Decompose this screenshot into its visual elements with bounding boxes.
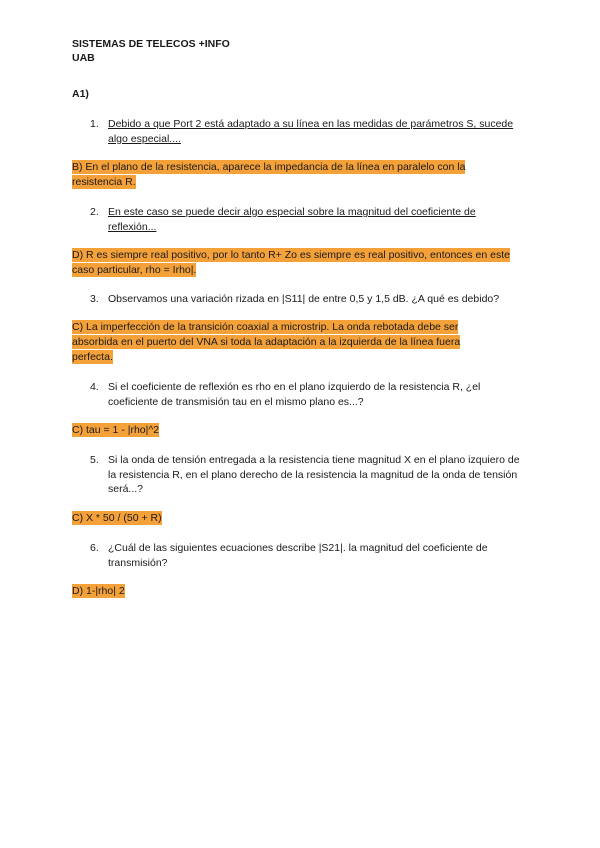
answer-1 [72,160,492,190]
answer-text: C) La imperfección de la transición coaxial a microstrip. La onda rebotada debe ser absorbida en el puerto del VNA si toda la adaptación a la izquierda de la línea fuera perfecta. [72,321,461,363]
question-text: Debido a que Port 2 está adaptado a su línea en las medidas de parámetros S, sucede algo especial.... [108,118,514,145]
answer-4 [72,423,159,438]
question-6 [90,541,520,570]
question-3 [90,292,520,307]
header-subtitle: UAB [72,52,95,64]
document-header [72,37,230,65]
question-text: En este caso se puede decir algo especial sobre la magnitud del coeficiente de reflexión... [108,206,476,233]
question-number: 6. [90,542,99,554]
answer-2 [72,248,517,278]
question-1 [90,117,520,146]
question-number: 4. [90,381,99,393]
answer-6 [72,584,125,599]
answer-text: D) R es siempre real positivo, por lo tanto R+ Zo es siempre es real positivo, entonces en este caso particular, rho = Irho|. [72,249,510,276]
question-4 [90,380,520,409]
question-number: 5. [90,454,99,466]
question-text: Si el coeficiente de reflexión es rho en el plano izquierdo de la resistencia R, ¿el coeficiente de transmisión tau en el mismo plano es...? [108,381,481,408]
answer-text: D) 1-|rho| 2 [72,585,125,597]
answer-text: B) En el plano de la resistencia, aparece la impedancia de la línea en paralelo con la resistencia R. [72,161,466,188]
header-title: SISTEMAS DE TELECOS +INFO [72,38,230,50]
question-number: 2. [90,206,99,218]
question-text: ¿Cuál de las siguientes ecuaciones describe |S21|. la magnitud del coeficiente de transmisión? [108,542,488,569]
section-title: A1) [72,88,89,100]
answer-text: C) tau = 1 - |rho|^2 [72,424,160,436]
question-number: 3. [90,293,99,305]
question-2 [90,205,520,234]
question-text: Si la onda de tensión entregada a la resistencia tiene magnitud X en el plano izquiero de la resistencia R, en el plano derecho de la resistencia la magnitud de la onda de tensión será...? [108,454,520,495]
answer-3 [72,320,492,365]
question-text: Observamos una variación rizada en |S11| de entre 0,5 y 1,5 dB. ¿A qué es debido? [108,293,500,305]
answer-5 [72,511,162,526]
answer-text: C) X * 50 / (50 + R) [72,512,162,524]
question-number: 1. [90,118,99,130]
question-5 [90,453,520,497]
